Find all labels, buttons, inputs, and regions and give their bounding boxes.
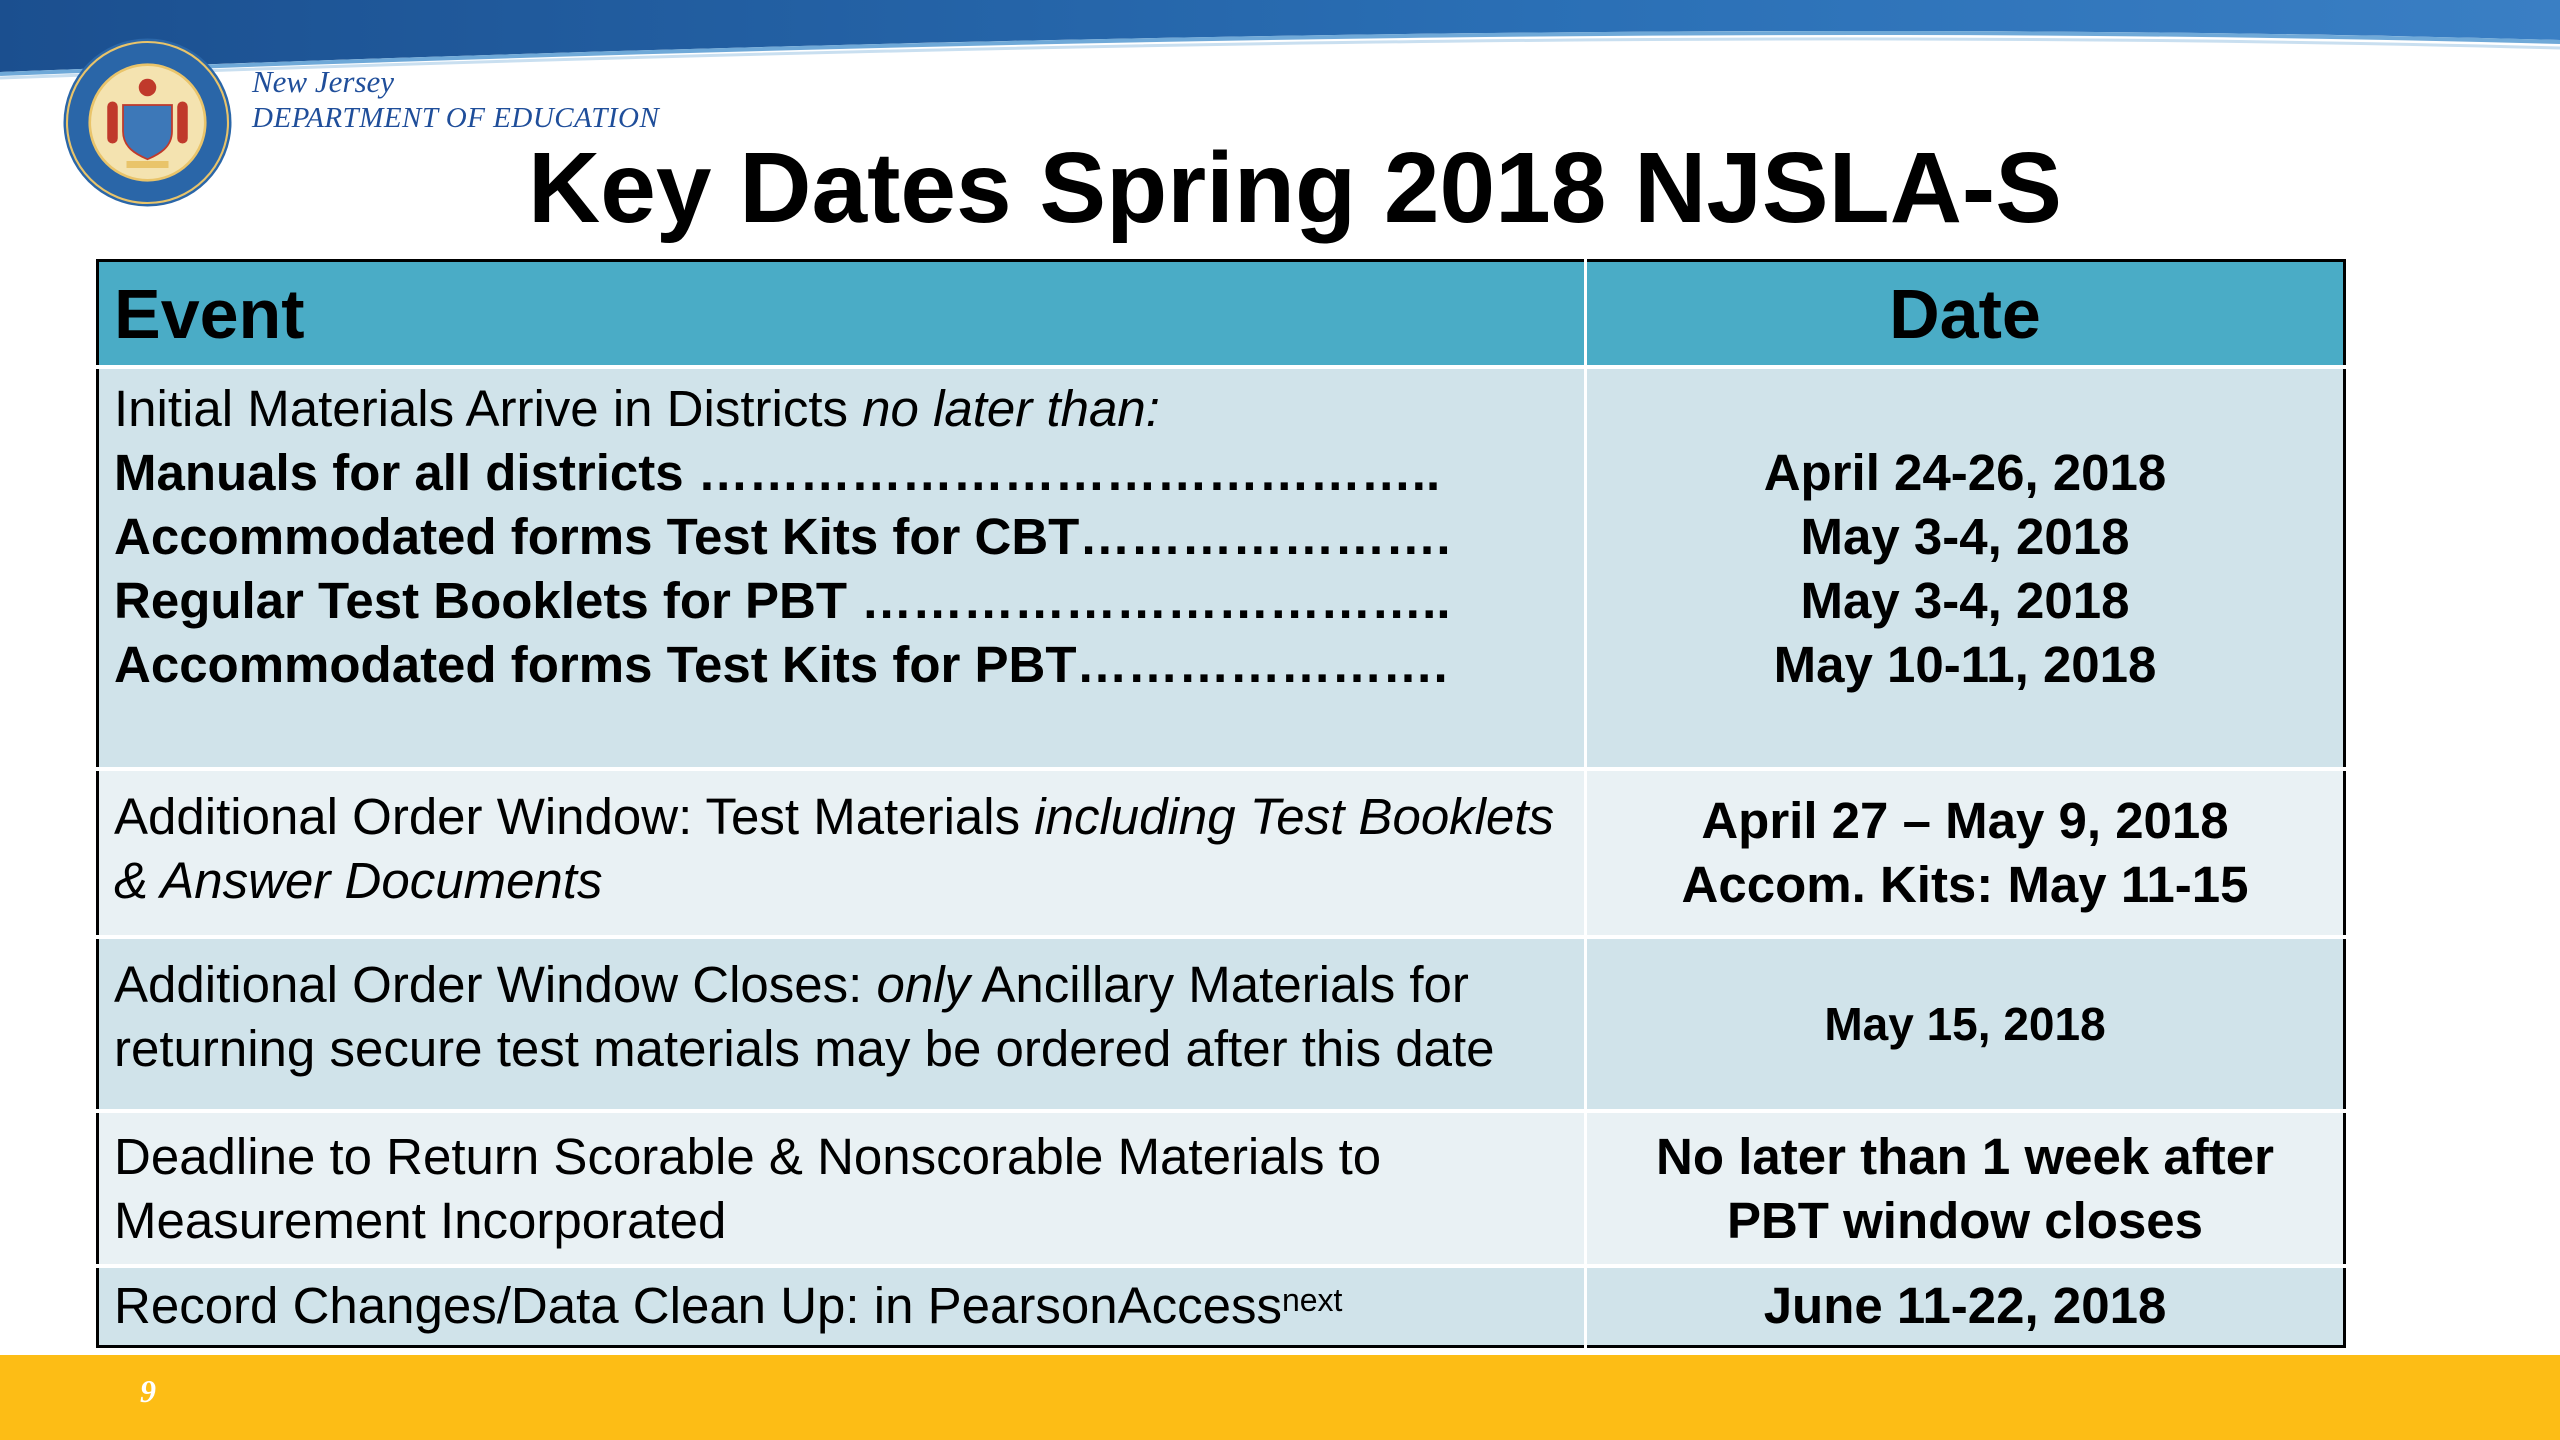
- date-value: May 3-4, 2018: [1800, 572, 2130, 629]
- date-value: PBT window closes: [1726, 1191, 2204, 1249]
- state-name: New Jersey: [252, 64, 395, 99]
- event-cell: Additional Order Window Closes: only Ancillary Materials for returning secure test materials may be ordered after this date: [98, 937, 1586, 1111]
- date-cell: [1586, 769, 2345, 937]
- page-title: Key Dates Spring 2018 NJSLA-S: [528, 132, 2062, 244]
- date-value: May 10-11, 2018: [1773, 636, 2157, 693]
- event-item: Accommodated forms Test Kits for PBT………………….: [114, 636, 1448, 693]
- date-cell: June 11-22, 2018: [1586, 1266, 2345, 1346]
- table-header-row: [98, 261, 2345, 368]
- event-cell: Deadline to Return Scorable & Nonscorable Materials to Measurement Incorporated: [98, 1111, 1586, 1266]
- department-label: DEPARTMENT OF EDUCATION: [252, 102, 660, 134]
- superscript-next: next: [1281, 1282, 1343, 1319]
- table-row: [98, 1266, 2345, 1346]
- date-value: May 3-4, 2018: [1800, 508, 2130, 565]
- table-row: [98, 769, 2345, 937]
- date-column-header: Date: [1586, 261, 2345, 368]
- event-cell: Record Changes/Data Clean Up: in PearsonAccess$^{next}$: [98, 1266, 1586, 1346]
- event-item: Accommodated forms Test Kits for CBT………………….: [114, 508, 1451, 565]
- date-value: Accom. Kits: May 11-15: [1681, 856, 2249, 913]
- event-cell: [98, 367, 1586, 769]
- event-item: Regular Test Booklets for PBT ……………………………..: [114, 572, 1451, 629]
- date-value: No later than 1 week after: [1656, 1127, 2274, 1185]
- table-row: [98, 1111, 2345, 1266]
- event-column-header: Event: [98, 261, 1586, 368]
- footer-bar: [0, 1355, 2560, 1440]
- event-intro: Initial Materials Arrive in Districts no later than:: [114, 380, 1160, 437]
- event-cell: Additional Order Window: Test Materials including Test Booklets & Answer Documents: [98, 769, 1586, 937]
- date-cell: May 15, 2018: [1586, 937, 2345, 1111]
- date-cell: [1586, 367, 2345, 769]
- date-value: April 27 – May 9, 2018: [1701, 792, 2229, 849]
- department-name: [252, 64, 659, 136]
- page-number: 9: [140, 1373, 156, 1409]
- table-row: [98, 937, 2345, 1111]
- date-value: April 24-26, 2018: [1763, 444, 2167, 501]
- key-dates-table: [96, 259, 2346, 1348]
- event-item: Manuals for all districts ……………………………………..: [114, 444, 1441, 501]
- table-row: [98, 367, 2345, 769]
- date-cell: [1586, 1111, 2345, 1266]
